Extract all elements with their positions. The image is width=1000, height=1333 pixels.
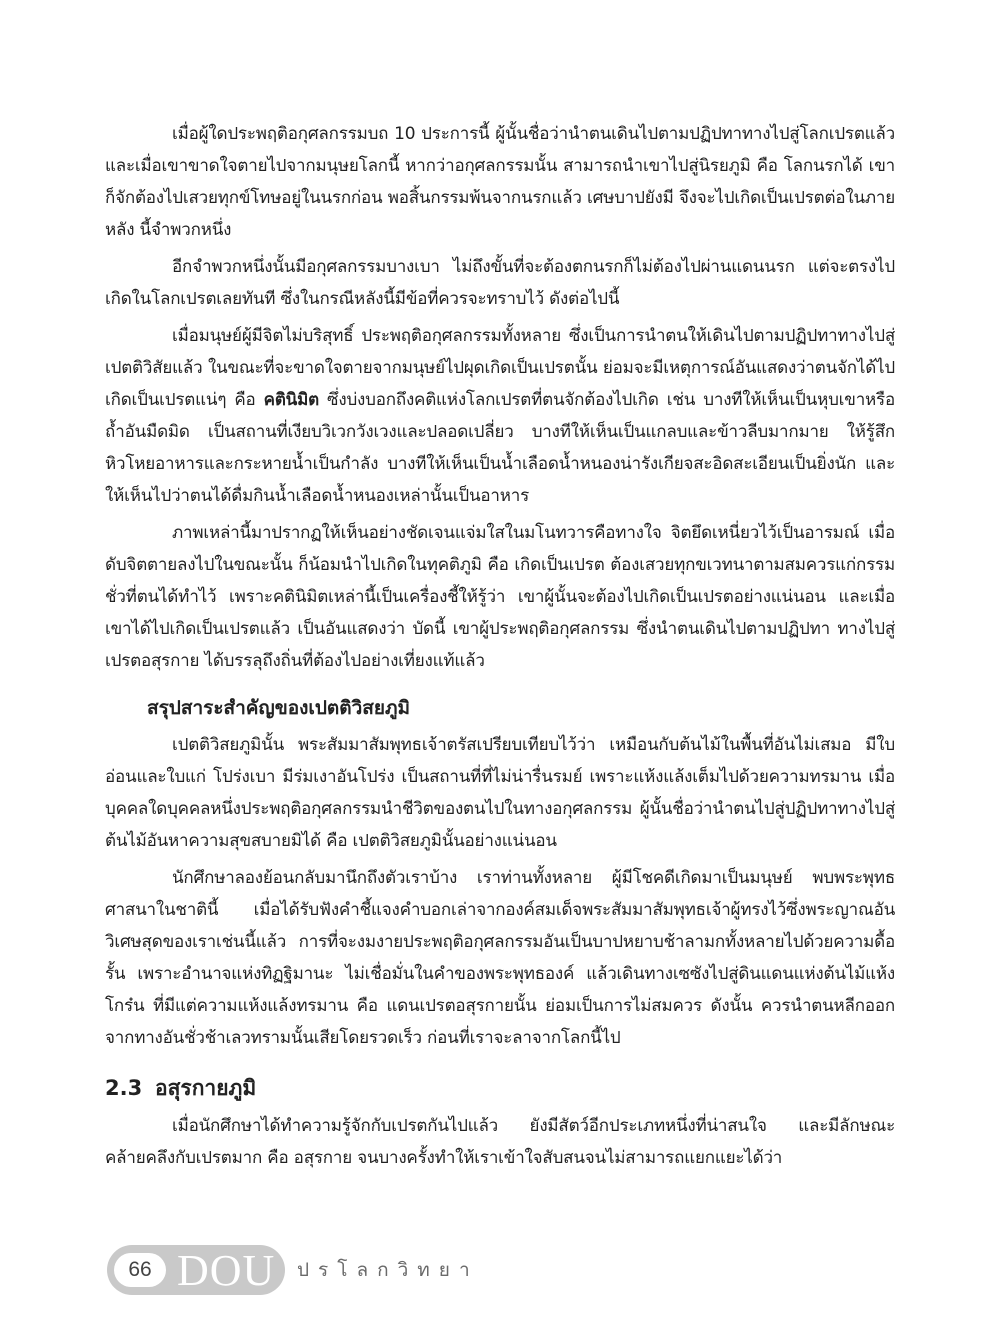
footer-badge (107, 1245, 285, 1295)
death-sign-text-before: เมื่อมนุษย์ผู้มีจิตไม่บริสุทธิ์ ประพฤติอกุศลกรรมทั้งหลาย ซึ่งเป็นการนำตนให้เดินไปตามปฏิปทาทางไปสู่เปตติวิสัยแล้ว ในขณะที่จะขาดใจตายจากมนุษย์ไปผุดเกิดเป็นเปรตนั้น ย่อมจะมีเหตุการณ์อันแสดงว่าตนจักได้ไปเกิดเป็นเปรตแน่ๆ คือ (105, 326, 895, 410)
page-number: 66 (114, 1253, 166, 1287)
summary-heading: สรุปสาระสำคัญของเปตติวิสยภูมิ (147, 697, 411, 719)
page-footer (107, 1245, 707, 1295)
summary-paragraph-tree-analogy: เปตติวิสยภูมินั้น พระสัมมาสัมพุทธเจ้าตรัสเปรียบเทียบไว้ว่า เหมือนกับต้นไม้ในพื้นที่อันไม่เสมอ มีใบอ่อนและใบแก่ โปร่งเบา มีร่มเงาอันโปร่ง เป็นสถานที่ที่ไม่น่ารื่นรมย์ เพราะแห้งแล้งเต็มไปด้วยความทรมาน เมื่อบุคคลใดบุคคลหนึ่งประพฤติอกุศลกรรมนำชีวิตของตนไปในทางอกุศลกรรม ผู้นั้นชื่อว่านำตนไปสู่ปฏิปทาทางไปสู่ต้นไม้อันหาความสุขสบายมิได้ คือ เปตติวิสยภูมินั้นอย่างแน่นอน (105, 735, 895, 851)
death-sign-text-after: ซึ่งบ่งบอกถึงคติแห่งโลกเปรตที่ตนจักต้องไปเกิด เช่น บางทีให้เห็นเป็นหุบเขาหรือถ้ำอันมืดมิด เป็นสถานที่เงียบวิเวกวังเวงและปลอดเปลี่ยว บางทีให้เห็นเป็นแกลบและข้าวลีบมากมาย ให้รู้สึกหิวโหยอาหารและกระหายน้ำเป็นกำลัง บางทีให้เห็นเป็นน้ำเลือดน้ำหนองน่ารังเกียจสะอิดสะเอียนเป็นยิ่งนัก และให้เห็นไปว่าตนได้ดื่มกินน้ำเลือดน้ำหนองเหล่านั้นเป็นอาหาร (105, 390, 895, 506)
paragraph-light-karma: อีกจำพวกหนึ่งนั้นมีอกุศลกรรมบางเบา ไม่ถึงขั้นที่จะต้องตกนรกก็ไม่ต้องไปผ่านแดนนรก แต่จะตรงไปเกิดในโลกเปรตเลยทันที ซึ่งในกรณีหลังนี้มีข้อที่ควรจะทราบไว้ ดังต่อไปนี้ (105, 257, 895, 309)
keyword-katinimit: คตินิมิต (263, 390, 319, 410)
section-heading (105, 1070, 895, 1106)
dou-logo: DOU (177, 1246, 276, 1295)
section-title: อสุรกายภูมิ (155, 1076, 257, 1100)
course-title: ปรโลกวิทยา (297, 1259, 479, 1281)
paragraph-death-sign (105, 320, 895, 512)
paragraph-ten-unwholesome: เมื่อผู้ใดประพฤติอกุศลกรรมบถ 10 ประการนี้ ผู้นั้นชื่อว่านำตนเดินไปตามปฏิปทาทางไปสู่โลกเปรตแล้ว และเมื่อเขาขาดใจตายไปจากมนุษยโลกนี้ หากว่าอกุศลกรรมนั้น สามารถนำเขาไปสู่นิรยภูมิ คือ โลกนรกได้ เขาก็จักต้องไปเสวยทุกข์โทษอยู่ในนรกก่อน พอสิ้นกรรมพ้นจากนรกแล้ว เศษบาปยังมี จึงจะไปเกิดเป็นเปรตต่อในภายหลัง นี้จำพวกหนึ่ง (105, 124, 895, 240)
section-number: 2.3 (105, 1076, 143, 1100)
paragraph-visions: ภาพเหล่านี้มาปรากฏให้เห็นอย่างชัดเจนแจ่มใสในมโนทวารคือทางใจ จิตยึดเหนี่ยวไว้เป็นอารมณ์ เมื่อดับจิตตายลงไปในขณะนั้น ก็น้อมนำไปเกิดในทุคติภูมิ คือ เกิดเป็นเปรต ต้องเสวยทุกขเวทนาตามสมควรแก่กรรมชั่วที่ตนได้ทำไว้ เพราะคตินิมิตเหล่านี้เป็นเครื่องชี้ให้รู้ว่า เขาผู้นั้นจะต้องไปเกิดเป็นเปรตอย่างแน่นอน และเมื่อเขาได้ไปเกิดเป็นเปรตแล้ว เป็นอันแสดงว่า บัดนี้ เขาผู้ประพฤติอกุศลกรรม ซึ่งนำตนเดินไปตามปฏิปทา ทางไปสู่เปรตอสุรกาย ได้บรรลุถึงถิ่นที่ต้องไปอย่างเที่ยงแท้แล้ว (105, 523, 895, 671)
summary-paragraph-reflection: นักศึกษาลองย้อนกลับมานึกถึงตัวเราบ้าง เราท่านทั้งหลาย ผู้มีโชคดีเกิดมาเป็นมนุษย์ พบพระพุทธศาสนาในชาตินี้ เมื่อได้รับฟังคำชี้แจงคำบอกเล่าจากองค์สมเด็จพระสัมมาสัมพุทธเจ้าผู้ทรงไว้ซึ่งพระญาณอันวิเศษสุดของเราเช่นนี้แล้ว การที่จะงมงายประพฤติอกุศลกรรมอันเป็นบาปหยาบช้าลามกทั้งหลายไปด้วยความดื้อรั้น เพราะอำนาจแห่งทิฏฐิมานะ ไม่เชื่อมั่นในคำของพระพุทธองค์ แล้วเดินทางเซซังไปสู่ดินแดนแห่งต้นไม้แห้งโกร๋น ที่มีแต่ความแห้งแล้งทรมาน คือ แดนเปรตอสุรกายนั้น ย่อมเป็นการไม่สมควร ดังนั้น ควรนำตนหลีกออกจากทางอันชั่วช้าเลวทรามนั้นเสียโดยรวดเร็ว ก่อนที่เราจะลาจากโลกนี้ไป (105, 868, 895, 1048)
body-text (105, 118, 895, 1179)
section-intro-paragraph: เมื่อนักศึกษาได้ทำความรู้จักกับเปรตกันไปแล้ว ยังมีสัตว์อีกประเภทหนึ่งที่น่าสนใจ และมีลักษณะคล้ายคลึงกับเปรตมาก คือ อสุรกาย จนบางครั้งทำให้เราเข้าใจสับสนจนไม่สามารถแยกแยะได้ว่า (105, 1116, 895, 1168)
